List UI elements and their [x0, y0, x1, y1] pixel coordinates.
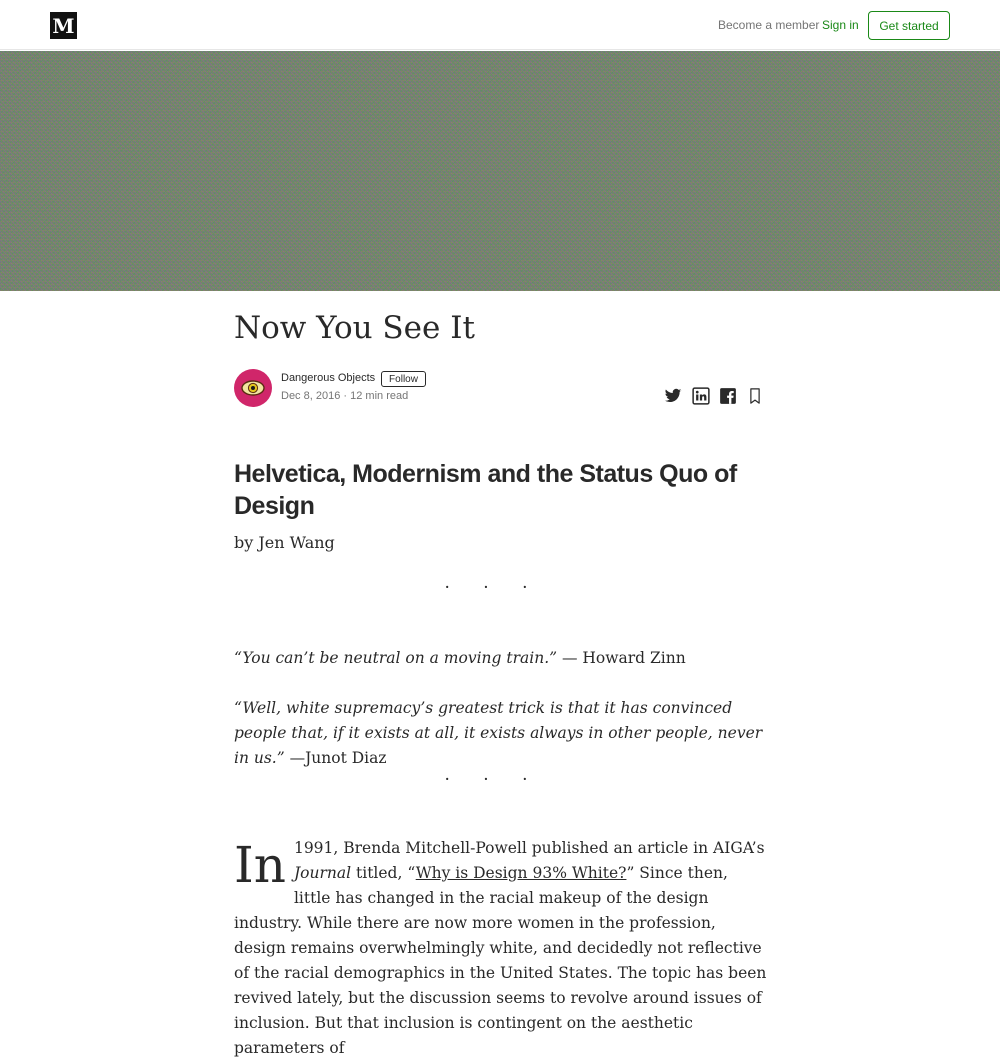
drop-cap: In [234, 836, 286, 894]
why-is-design-link[interactable]: Why is Design 93% White? [415, 864, 627, 882]
author-avatar[interactable] [234, 369, 272, 407]
bookmark-icon[interactable] [746, 387, 764, 405]
article-meta [281, 390, 408, 402]
hero-image [0, 51, 1000, 291]
get-started-button[interactable]: Get started [868, 11, 950, 40]
section-separator: · · · [444, 578, 542, 598]
article-body-paragraph [234, 836, 768, 1061]
medium-logo[interactable]: M [50, 12, 77, 39]
epigraph-quote-diaz [234, 696, 764, 771]
author-name-link[interactable]: Dangerous Objects [281, 372, 376, 384]
sign-in-link[interactable]: Sign in [822, 18, 859, 32]
body-text: 1991, Brenda Mitchell-Powell published an article in AIGA’s [293, 839, 765, 857]
become-member-link[interactable]: Become a member [718, 18, 820, 32]
epigraph-quote-zinn [234, 646, 764, 671]
twitter-icon[interactable] [664, 387, 682, 405]
top-navbar [0, 0, 1000, 50]
body-text: titled, “ [351, 864, 416, 882]
quote-text: “You can’t be neutral on a moving train.” [234, 649, 558, 667]
eye-icon [240, 378, 266, 398]
meta-separator-dot: · [343, 390, 351, 402]
facebook-icon[interactable] [719, 387, 737, 405]
quote-attribution: — Howard Zinn [557, 649, 686, 667]
body-text: ” Since then, little has changed in the racial makeup of the design industry. While there are now more women in the profession, design remains overwhelmingly white, and decidedly not reflective of the racial demographics in the United States. The topic has been revived lately, but the discussion seems to revolve around issues of inclusion. But that inclusion is contingent on the aesthetic parameters of [234, 864, 767, 1057]
quote-attribution: —Junot Diaz [284, 749, 387, 767]
journal-italic: Journal [293, 864, 352, 882]
byline: by Jen Wang [234, 533, 335, 552]
follow-button[interactable]: Follow [381, 371, 426, 387]
article-title: Now You See It [234, 310, 475, 346]
section-separator: · · · [444, 770, 542, 790]
read-time: 12 min read [350, 390, 409, 402]
quote-text: “Well, white supremacy’s greatest trick is that it has convinced people that, if it exists at all, it exists always in other people, never in us.” [234, 699, 763, 767]
linkedin-icon[interactable] [692, 387, 710, 405]
publish-date: Dec 8, 2016 [281, 390, 341, 402]
article-subtitle: Helvetica, Modernism and the Status Quo of Design [234, 460, 737, 520]
